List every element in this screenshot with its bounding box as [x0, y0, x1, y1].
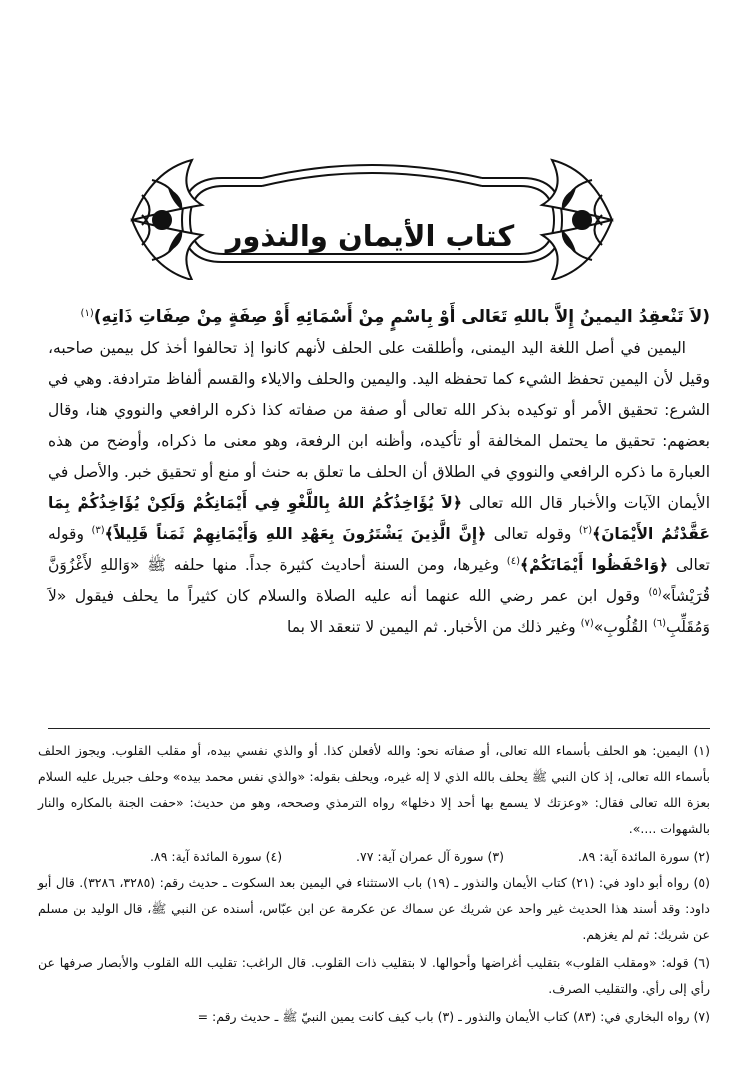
paragraph-text: القُلُوبِ» — [593, 618, 648, 636]
paragraph-text: وغيرها، ومن السنة أحاديث كثيرة جداً. منها حلفه ﷺ «وَاللهِ لأَغْزُوَنَّ قُرَيْشاً» — [48, 556, 710, 605]
footnote-4 — [150, 844, 282, 870]
footnote-7 — [38, 1004, 710, 1030]
footnote-text: سورة المائدة آية: ٨٩. — [150, 849, 262, 864]
paragraph-text: وقوله تعالى — [48, 525, 710, 574]
footnote-number: (٢) — [693, 849, 710, 864]
footnote-5 — [38, 870, 710, 948]
quran-verse: ﴿وَاحْفَظُوا أَيْمَانَكُمْ﴾ — [519, 556, 669, 574]
footnote-row — [150, 844, 710, 870]
footnote-number: (٥) — [693, 875, 710, 890]
paragraph-text: وقوله تعالى — [493, 525, 572, 543]
paragraph-text: وقول ابن عمر رضي الله عنهما أنه عليه الصلاة والسلام كان كثيراً ما يحلف فيقول «لاَ وَمُقَلِّبِ — [48, 587, 710, 636]
footnote-number: (٤) — [265, 849, 283, 864]
commentary-paragraph — [48, 333, 710, 643]
footnote-text: قوله: «ومقلب القلوب» بتقليب أغراضها وأحوالها. لا بتقليب ذات القلوب. قال الراغب: تقليب الله القلوب والأبصار صرفها عن رأي إلى رأي. والتقليب الصرف. — [38, 955, 710, 996]
footnote-ref: (٧) — [580, 617, 594, 629]
footnotes-section — [38, 738, 710, 1032]
quran-verse: ﴿إِنَّ الَّذِينَ يَشْتَرُونَ بِعَهْدِ اللهِ وَأَيْمَانِهِمْ ثَمَناً قَلِيلاً﴾ — [104, 525, 487, 543]
matn-heading — [48, 302, 710, 333]
footnote-6 — [38, 950, 710, 1002]
footnote-1 — [38, 738, 710, 842]
footnote-text: سورة آل عمران آية: ٧٧. — [356, 849, 484, 864]
footnote-text: اليمين: هو الحلف بأسماء الله تعالى، أو صفاته نحو: والله لأفعلن كذا. أو والذي نفسي بيده، أو مقلب القلوب. ويجوز الحلف بأسماء الله تعالى، إذ كان النبي ﷺ يحلف بالله الذي لا إله غيره، ويحلف بقوله: «والذي نفس محمد بيده» وحلف جبريل عليه السلام بعزة الله تعالى فقال: «وعزتك لا يسمع بها أحد إلا دخلها» رواه الترمذي وصححه، وهو من حديث: «حفت الجنة بالمكاره والنار بالشهوات ....». — [38, 743, 710, 836]
footnote-number: (١) — [693, 743, 710, 758]
paragraph-text: اليمين في أصل اللغة اليد اليمنى، وأطلقت على الحلف لأنهم كانوا إذ تحالفوا أخذ كل بيمين صاحبه، وقيل لأن اليمين تحفظ الشيء كما تحفظه اليد. واليمين والحلف والايلاء والقسم ألفاظ مترادفة. وهي في الشرع: تحقيق الأمر أو توكيده بذكر الله تعالى أو صفة من صفاته كذا ذكره الرافعي والنووي هنا، وقال بعضهم: تحقيق ما يحتمل المخالفة أو تأكيده، وأظنه ابن الرفعة، وهو معنى ما ذكراه، وأوضح من هذه العبارة ما ذكره الرافعي والنووي في الطلاق أن الحلف ما تعلق به حنث أو منع أو تحقيق خبر. والأصل في الأيمان الآيات والأخبار قال الله تعالى — [48, 339, 710, 512]
footnote-3 — [356, 844, 504, 870]
footnote-number: (٦) — [693, 955, 711, 970]
paragraph-text: وغير ذلك من الأخبار. ثم اليمين لا تنعقد الا بما — [286, 618, 576, 636]
footnote-ref: (٢) — [578, 524, 593, 536]
footnote-text: رواه أبو داود في: (٢١) كتاب الأيمان والنذور ـ (١٩) باب الاستثناء في اليمين بعد السكوت ـ حديث رقم: (٣٢٨٥، ٣٢٨٦). قال أبو داود: وقد أسند هذا الحديث غير واحد عن شريك عن سماك عن عكرمة عن ابن عبّاس، أسنده عن النبي ﷺ، قال الوليد بن مسلم عن شريك: ثم لم يغزهم. — [38, 875, 710, 942]
footnote-ref: (٤) — [506, 555, 520, 567]
footnote-ref: (١) — [80, 307, 94, 319]
matn-text: (لاَ تَنْعقِدُ اليمينُ إِلاَّ باللهِ تَعَالى أَوْ بِاسْمٍ مِنْ أَسْمَائِهِ أَوْ صِفَةٍ مِنْ صِفَاتِ ذَاتِهِ) — [93, 307, 710, 327]
footnote-text: رواه البخاري في: (٨٣) كتاب الأيمان والنذور ـ (٣) باب كيف كانت يمين النبيّ ﷺ ـ حديث رقم: = — [197, 1009, 690, 1024]
main-text — [48, 302, 710, 643]
quran-verse: ﴿لاَ يُؤَاخِذُكُمُ اللهُ بِاللَّغْوِ فِي أَيْمَانِكُمْ وَلَكِنْ يُؤَاخِذُكُمْ بِمَا عَقَّدْتُمُ الأَيْمَانَ﴾ — [48, 494, 710, 543]
footnote-divider — [48, 728, 710, 729]
footnote-number: (٧) — [693, 1009, 710, 1024]
footnote-number: (٣) — [487, 849, 504, 864]
footnote-2 — [578, 844, 710, 870]
footnote-text: سورة المائدة آية: ٨٩. — [577, 849, 690, 864]
footnote-ref: (٣) — [91, 524, 105, 536]
chapter-title: كتاب الأيمان والنذور — [225, 219, 515, 253]
footnote-ref: (٥) — [648, 586, 662, 598]
footnote-ref: (٦) — [652, 617, 667, 629]
